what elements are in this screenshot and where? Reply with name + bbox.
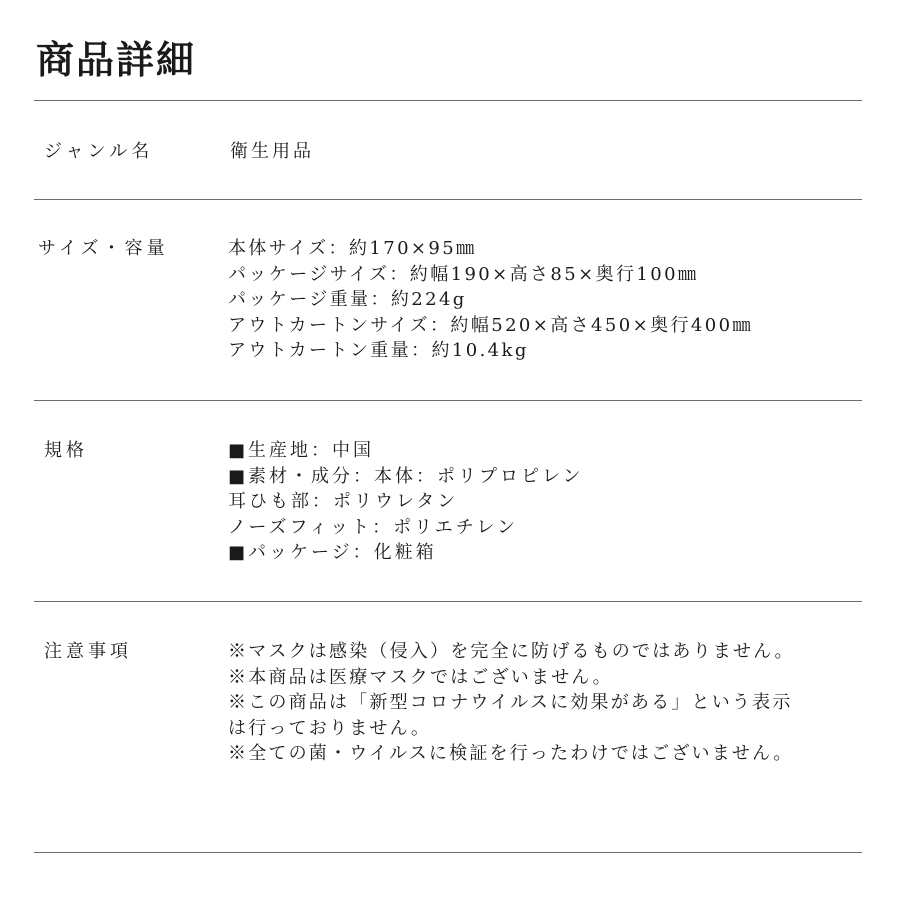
row-value (228, 236, 753, 364)
value-line: は行っておりません。 (228, 717, 432, 739)
value-line: ■素材・成分：本体：ポリプロピレン (228, 465, 584, 487)
value-line: 本体サイズ：約170×95㎜ (228, 238, 477, 259)
value-line: 衛生用品 (230, 141, 314, 162)
value-line: ※全ての菌・ウイルスに検証を行ったわけではございません。 (228, 743, 794, 764)
value-line: ■パッケージ：化粧箱 (228, 542, 437, 563)
row-value (228, 639, 795, 767)
divider (34, 601, 862, 602)
row-value (228, 438, 584, 566)
value-line: ノーズフィット：ポリエチレン (228, 516, 518, 538)
value-line: アウトカートン重量：約10.4kg (228, 340, 529, 361)
value-line: パッケージ重量：約224g (228, 289, 467, 310)
row-value (230, 139, 314, 165)
value-line: ※本商品は医療マスクではございません。 (228, 666, 613, 688)
divider (34, 100, 862, 101)
value-line: 耳ひも部：ポリウレタン (228, 491, 459, 512)
value-line: ※この商品は「新型コロナウイルスに効果がある」という表示 (228, 692, 793, 713)
divider (34, 852, 862, 853)
row-label: 注意事項 (44, 641, 132, 662)
row-label: 規格 (44, 440, 88, 461)
divider (34, 400, 862, 401)
value-line: ■生産地：中国 (228, 440, 375, 461)
divider (34, 199, 862, 200)
row-label: サイズ・容量 (38, 238, 169, 259)
row-label: ジャンル名 (44, 141, 154, 162)
page-title: 商品詳細 (36, 37, 197, 82)
value-line: アウトカートンサイズ：約幅520×高さ450×奥行400㎜ (228, 314, 753, 336)
value-line: パッケージサイズ：約幅190×高さ85×奥行100㎜ (228, 263, 699, 285)
value-line: ※マスクは感染（侵入）を完全に防げるものではありません。 (228, 641, 795, 662)
